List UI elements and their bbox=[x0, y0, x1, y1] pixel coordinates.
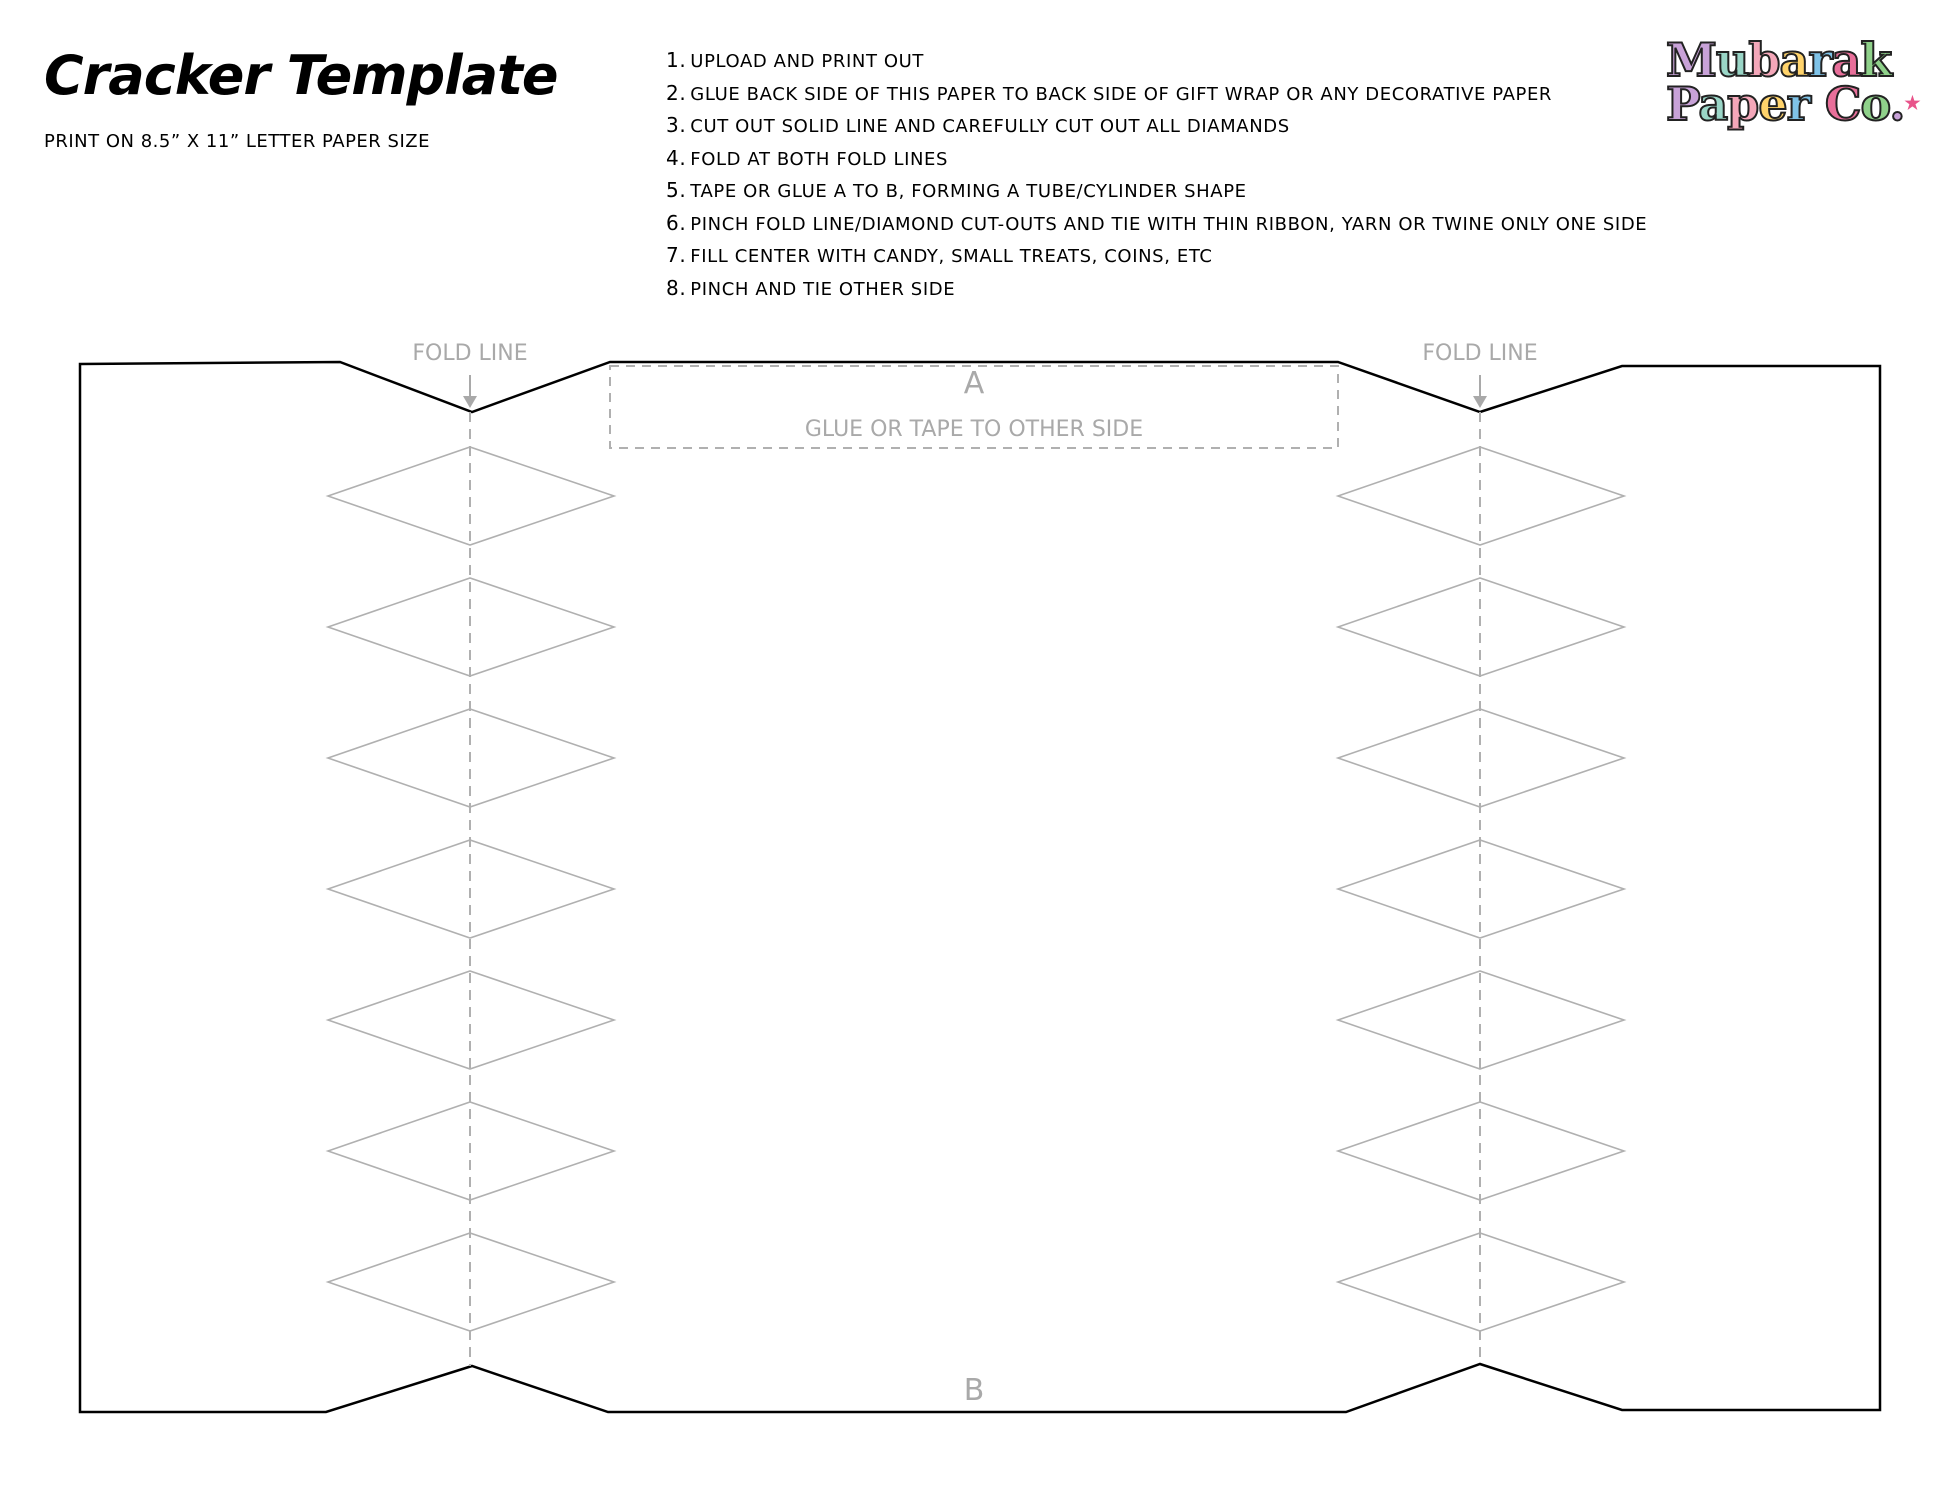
diamond-cutout-right bbox=[1338, 578, 1624, 676]
arrow-down-icon bbox=[463, 375, 477, 408]
instruction-item: 5. TAPE OR GLUE A TO B, FORMING A TUBE/CYLINDER SHAPE bbox=[666, 178, 1247, 202]
instruction-item: 1. UPLOAD AND PRINT OUT bbox=[666, 48, 925, 72]
glue-tab-text: GLUE OR TAPE TO OTHER SIDE bbox=[804, 417, 1144, 442]
fold-line-label-right: FOLD LINE bbox=[1422, 341, 1538, 366]
paper-size-note: PRINT ON 8.5” X 11” LETTER PAPER SIZE bbox=[44, 131, 430, 152]
instruction-item: 8. PINCH AND TIE OTHER SIDE bbox=[666, 275, 956, 300]
glue-tab-letter: A bbox=[963, 366, 985, 401]
diamond-cutout-right bbox=[1338, 447, 1624, 545]
arrow-down-icon bbox=[1473, 375, 1487, 408]
cut-outline bbox=[80, 362, 1880, 1412]
instruction-item: 4. FOLD AT BOTH FOLD LINES bbox=[666, 145, 949, 170]
instruction-item: 3. CUT OUT SOLID LINE AND CAREFULLY CUT OUT ALL DIAMANDS bbox=[666, 113, 1290, 137]
bottom-edge-letter: B bbox=[963, 1373, 985, 1408]
diamond-cutout-left bbox=[328, 971, 614, 1069]
instruction-item: 2. GLUE BACK SIDE OF THIS PAPER TO BACK SIDE OF GIFT WRAP OR ANY DECORATIVE PAPER bbox=[666, 80, 1553, 105]
instruction-item: 6. PINCH FOLD LINE/DIAMOND CUT-OUTS AND TIE WITH THIN RIBBON, YARN OR TWINE ONLY ONE SIDE bbox=[666, 210, 1648, 235]
diamond-cutout-right bbox=[1338, 971, 1624, 1069]
fold-line-label-left: FOLD LINE bbox=[412, 341, 528, 366]
instruction-item: 7. FILL CENTER WITH CANDY, SMALL TREATS, COINS, ETC bbox=[666, 243, 1213, 267]
diamond-cutouts bbox=[328, 447, 1624, 1331]
diamond-cutout-left bbox=[328, 447, 614, 545]
logo-line-2: Paper Co.★ bbox=[1666, 77, 1920, 131]
logo-line-1: Mubarak bbox=[1666, 33, 1892, 87]
diamond-cutout-left bbox=[328, 578, 614, 676]
page-title: Cracker Template bbox=[44, 44, 558, 107]
star-icon: ★ bbox=[1904, 93, 1920, 114]
